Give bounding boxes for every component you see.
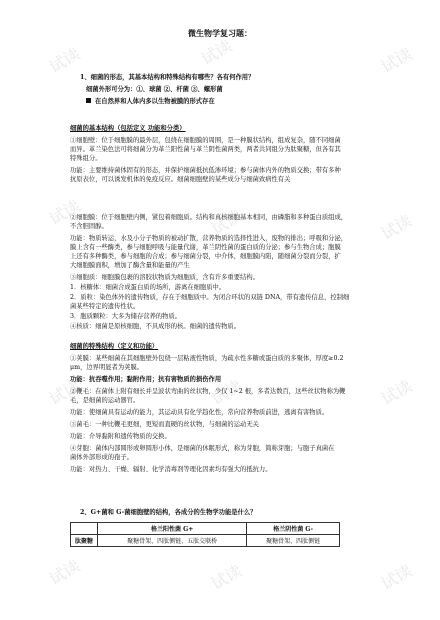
shape-types: 细菌外形可分为：①、球菌 ②、杆菌 ③、螺形菌 — [86, 86, 223, 93]
membrane-line: 功能：物质转运，水及小分子物质的被动扩散，营养物质的选择性进入，废物的排出；呼吸和分泌， — [70, 235, 348, 242]
special-line: μm，边界明显者为荚膜。 — [70, 364, 144, 371]
special-line: ③菌毛：一种比鞭毛更细，更短而直硬的丝状物，与细菌的运动无关 — [70, 421, 259, 428]
watermark: 试读 — [377, 561, 416, 594]
membrane-line: 不含胆固醇。 — [70, 223, 108, 230]
special-line: 功能：抗吞噬作用；黏附作用；抗有害物质的损伤作用 — [70, 376, 222, 383]
cytoplasm-line: ③细胞质：细胞膜包裹的溶胶状物质为细胞质，含有许多重要结构。 — [70, 274, 259, 281]
cellwall-line: 特殊组分。 — [70, 155, 102, 162]
membrane-line: ②细胞膜：位于细胞壁内侧，紧包着细胞质。结构和真核细胞基本相同，由磷脂和多种蛋白质组成， — [70, 214, 348, 221]
special-line: ①荚膜：某些细菌在其细胞壁外包绕一层粘液性物质，为疏水性多糖或蛋白质的多聚体，厚度≥0.2 — [70, 355, 344, 362]
watermark: 试读 — [45, 556, 84, 589]
table-cell: 聚糖骨架、四肽侧链 — [247, 535, 340, 547]
table-cell: 聚糖骨架、四肽侧链、五肽交联桥 — [98, 535, 247, 547]
watermark: 试读 — [45, 196, 84, 229]
question-2: 2、G+菌和 G-菌细胞壁的结构，各成分的生物学功能是什么？ — [80, 509, 257, 516]
table-header-gram-negative: 格兰阴性菌 G- — [247, 523, 340, 535]
membrane-line: 大细胞膜面积，增加了酶含量和能量的产生 — [70, 262, 190, 269]
special-line: 功能：使细菌具有运动的能力，其运动具有化学趋化性，常向营养物质前进，逃离有害物质。 — [70, 409, 329, 416]
watermark: 试读 — [207, 376, 246, 409]
special-line: ④芽胞：菌体内部圆形或卵圆形小体，是细菌的休眠形式，称为芽胞，简称芽胞；与胞子真菌在 — [70, 445, 335, 452]
table-row-label: 肽聚糖 — [71, 535, 98, 547]
biofilm-text: 在自然界和人体内多以生物被膜的形式存在 — [95, 98, 215, 105]
watermark: 试读 — [197, 36, 236, 69]
watermark: 试读 — [45, 376, 84, 409]
cellwall-line: ①细胞壁：位于细胞膜的最外层，包绕在细胞膜的周围，是一种膜状结构，组成复杂，随不同细菌 — [70, 137, 341, 144]
special-line: 功能：对热力、干燥、辐射、化学消毒剂等理化因素均有强大的抵抗力。 — [70, 466, 272, 473]
square-bullet-icon — [86, 98, 91, 103]
cytoplasm-line: 菌某些特定的遗传性状。 — [70, 303, 140, 310]
watermark: 试读 — [207, 561, 246, 594]
watermark: 试读 — [377, 44, 416, 77]
special-line: 毛，是细菌的运动器官。 — [70, 397, 140, 404]
special-line: ②鞭毛：在菌体上附有细长并呈波状弯曲的丝状物，少仅 1~2 根，多者达数百，这些丝状物称为鞭 — [70, 388, 346, 395]
cytoplasm-line: ④核质：细菌是原核细胞，不具成形的核。细菌的遗传物质。 — [70, 323, 241, 330]
cytoplasm-line: 2．质粒：染色体外的遗传物质，存在于细胞质中。为闭合环状的双链 DNA，带有遗传信息，控制细 — [70, 294, 350, 301]
watermark: 试读 — [207, 206, 246, 239]
cell-wall-table — [70, 522, 340, 547]
section-basic-structure: 细菌的基本结构（包括定义 功能和分类） — [70, 125, 186, 132]
special-line: 菌体外部形成的孢子。 — [70, 454, 133, 461]
cytoplasm-line: 1．核糖体：细菌合成蛋白质的场所，游离在细胞质中。 — [70, 284, 226, 291]
page-title: 微生物学复习题： — [188, 28, 252, 38]
watermark: 试读 — [45, 44, 84, 77]
cellwall-line: 而异。革兰染色法可将细菌分为革兰阳性菌与革兰阴性菌两类，两者共同组分为肽聚糖，但各有其 — [70, 146, 341, 153]
membrane-line: 膜上含有一些酶类，参与细胞呼吸与能量代谢，革兰阴性菌的蛋白质的分泌；参与生物合成；胞膜 — [70, 244, 341, 251]
biofilm-bullet — [86, 97, 215, 106]
cellwall-line: 抗原表位，可以诱发机体的免疫反应。细菌细胞壁的某些成分与细菌致病性有关 — [70, 176, 291, 183]
cytoplasm-line: 3．胞质颗粒：大多为储存营养的物质。 — [70, 313, 182, 320]
watermark: 试读 — [377, 211, 416, 244]
membrane-line: 上还有多种酶类，参与细胞的合成；参与细菌分裂，中介体，细胞膜内陷，随细菌分裂而分裂，扩 — [70, 253, 341, 260]
question-1: 1、细菌的形态，其基本结构和特殊结构有哪些？各有何作用？ — [80, 74, 255, 81]
cellwall-line: 功能：主要维持菌体固有的形态，并保护细菌抵抗低渗环境；参与菌体内外的物质交换；带有多种 — [70, 167, 341, 174]
table-header-gram-positive: 格兰阳性菌 G+ — [98, 523, 247, 535]
watermark: 试读 — [377, 376, 416, 409]
section-special-structure: 细菌的特殊结构（定义和功能） — [70, 343, 159, 350]
special-line: 功能：介导黏附和遗传物质的交换。 — [70, 433, 171, 440]
table-corner — [71, 523, 98, 535]
